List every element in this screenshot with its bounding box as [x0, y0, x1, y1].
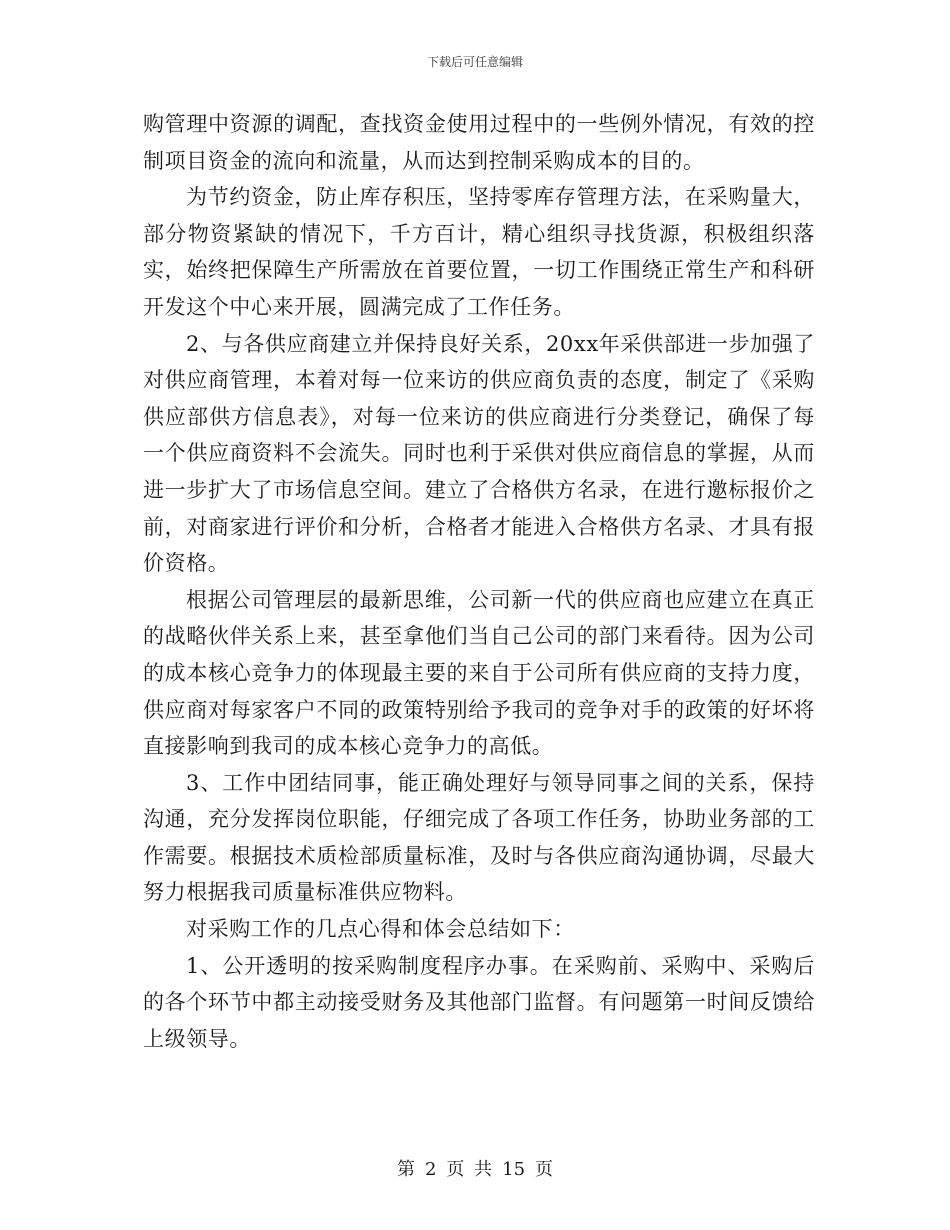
paragraph-continuation: 购管理中资源的调配，查找资金使用过程中的一些例外情况，有效的控制项目资金的流向和流量，从而达到控制采购成本的目的。 [143, 112, 815, 173]
paragraph-teamwork: 3、工作中团结同事，能正确处理好与领导同事之间的关系，保持沟通，充分发挥岗位职能，仔细完成了各项工作任务，协助业务部的工作需要。根据技术质检部质量标准，及时与各供应商沟通协调，尽最大努力根据我司质量标准供应物料。 [143, 770, 815, 905]
document-body [143, 106, 815, 1057]
paragraph-inventory: 为节约资金，防止库存积压，坚持零库存管理方法，在采购量大，部分物资紧缺的情况下，千方百计，精心组织寻找货源，积极组织落实，始终把保障生产所需放在首要位置，一切工作围绕正常生产和科研开发这个中心来开展，圆满完成了工作任务。 [143, 185, 815, 319]
header-note: 下载后可任意编辑 [426, 55, 523, 69]
footer-suffix: 页 [535, 1159, 554, 1180]
paragraph-summary-intro: 对采购工作的几点心得和体会总结如下： [186, 917, 575, 942]
footer-page-number: 2 [424, 1159, 437, 1180]
page-footer [0, 1155, 950, 1181]
paragraph-strategic-partners: 根据公司管理层的最新思维，公司新一代的供应商也应建立在真正的战略伙伴关系上来，甚至拿他们当自己公司的部门来看待。因为公司的成本核心竞争力的体现最主要的来自于公司所有供应商的支持力度，供应商对每家客户不同的政策特别给予我司的竞争对手的政策的好坏将直接影响到我司的成本核心竞争力的高低。 [143, 587, 815, 759]
footer-prefix: 第 [396, 1159, 415, 1180]
footer-total-pages: 15 [502, 1159, 526, 1180]
paragraph-supplier-relations: 2、与各供应商建立并保持良好关系，20xx年采供部进一步加强了对供应商管理，本着对每一位来访的供应商负责的态度，制定了《采购供应部供方信息表》，对每一位来访的供应商进行分类登记，确保了每一个供应商资料不会流失。同时也利于采供对供应商信息的掌握，从而进一步扩大了市场信息空间。建立了合格供方名录，在进行邀标报价之前，对商家进行评价和分析，合格者才能进入合格供方名录、才具有报价资格。 [143, 331, 815, 576]
footer-middle: 页 共 [446, 1159, 493, 1180]
paragraph-transparency: 1、公开透明的按采购制度程序办事。在采购前、采购中、采购后的各个环节中都主动接受财务及其他部门监督。有问题第一时间反馈给上级领导。 [143, 953, 815, 1051]
